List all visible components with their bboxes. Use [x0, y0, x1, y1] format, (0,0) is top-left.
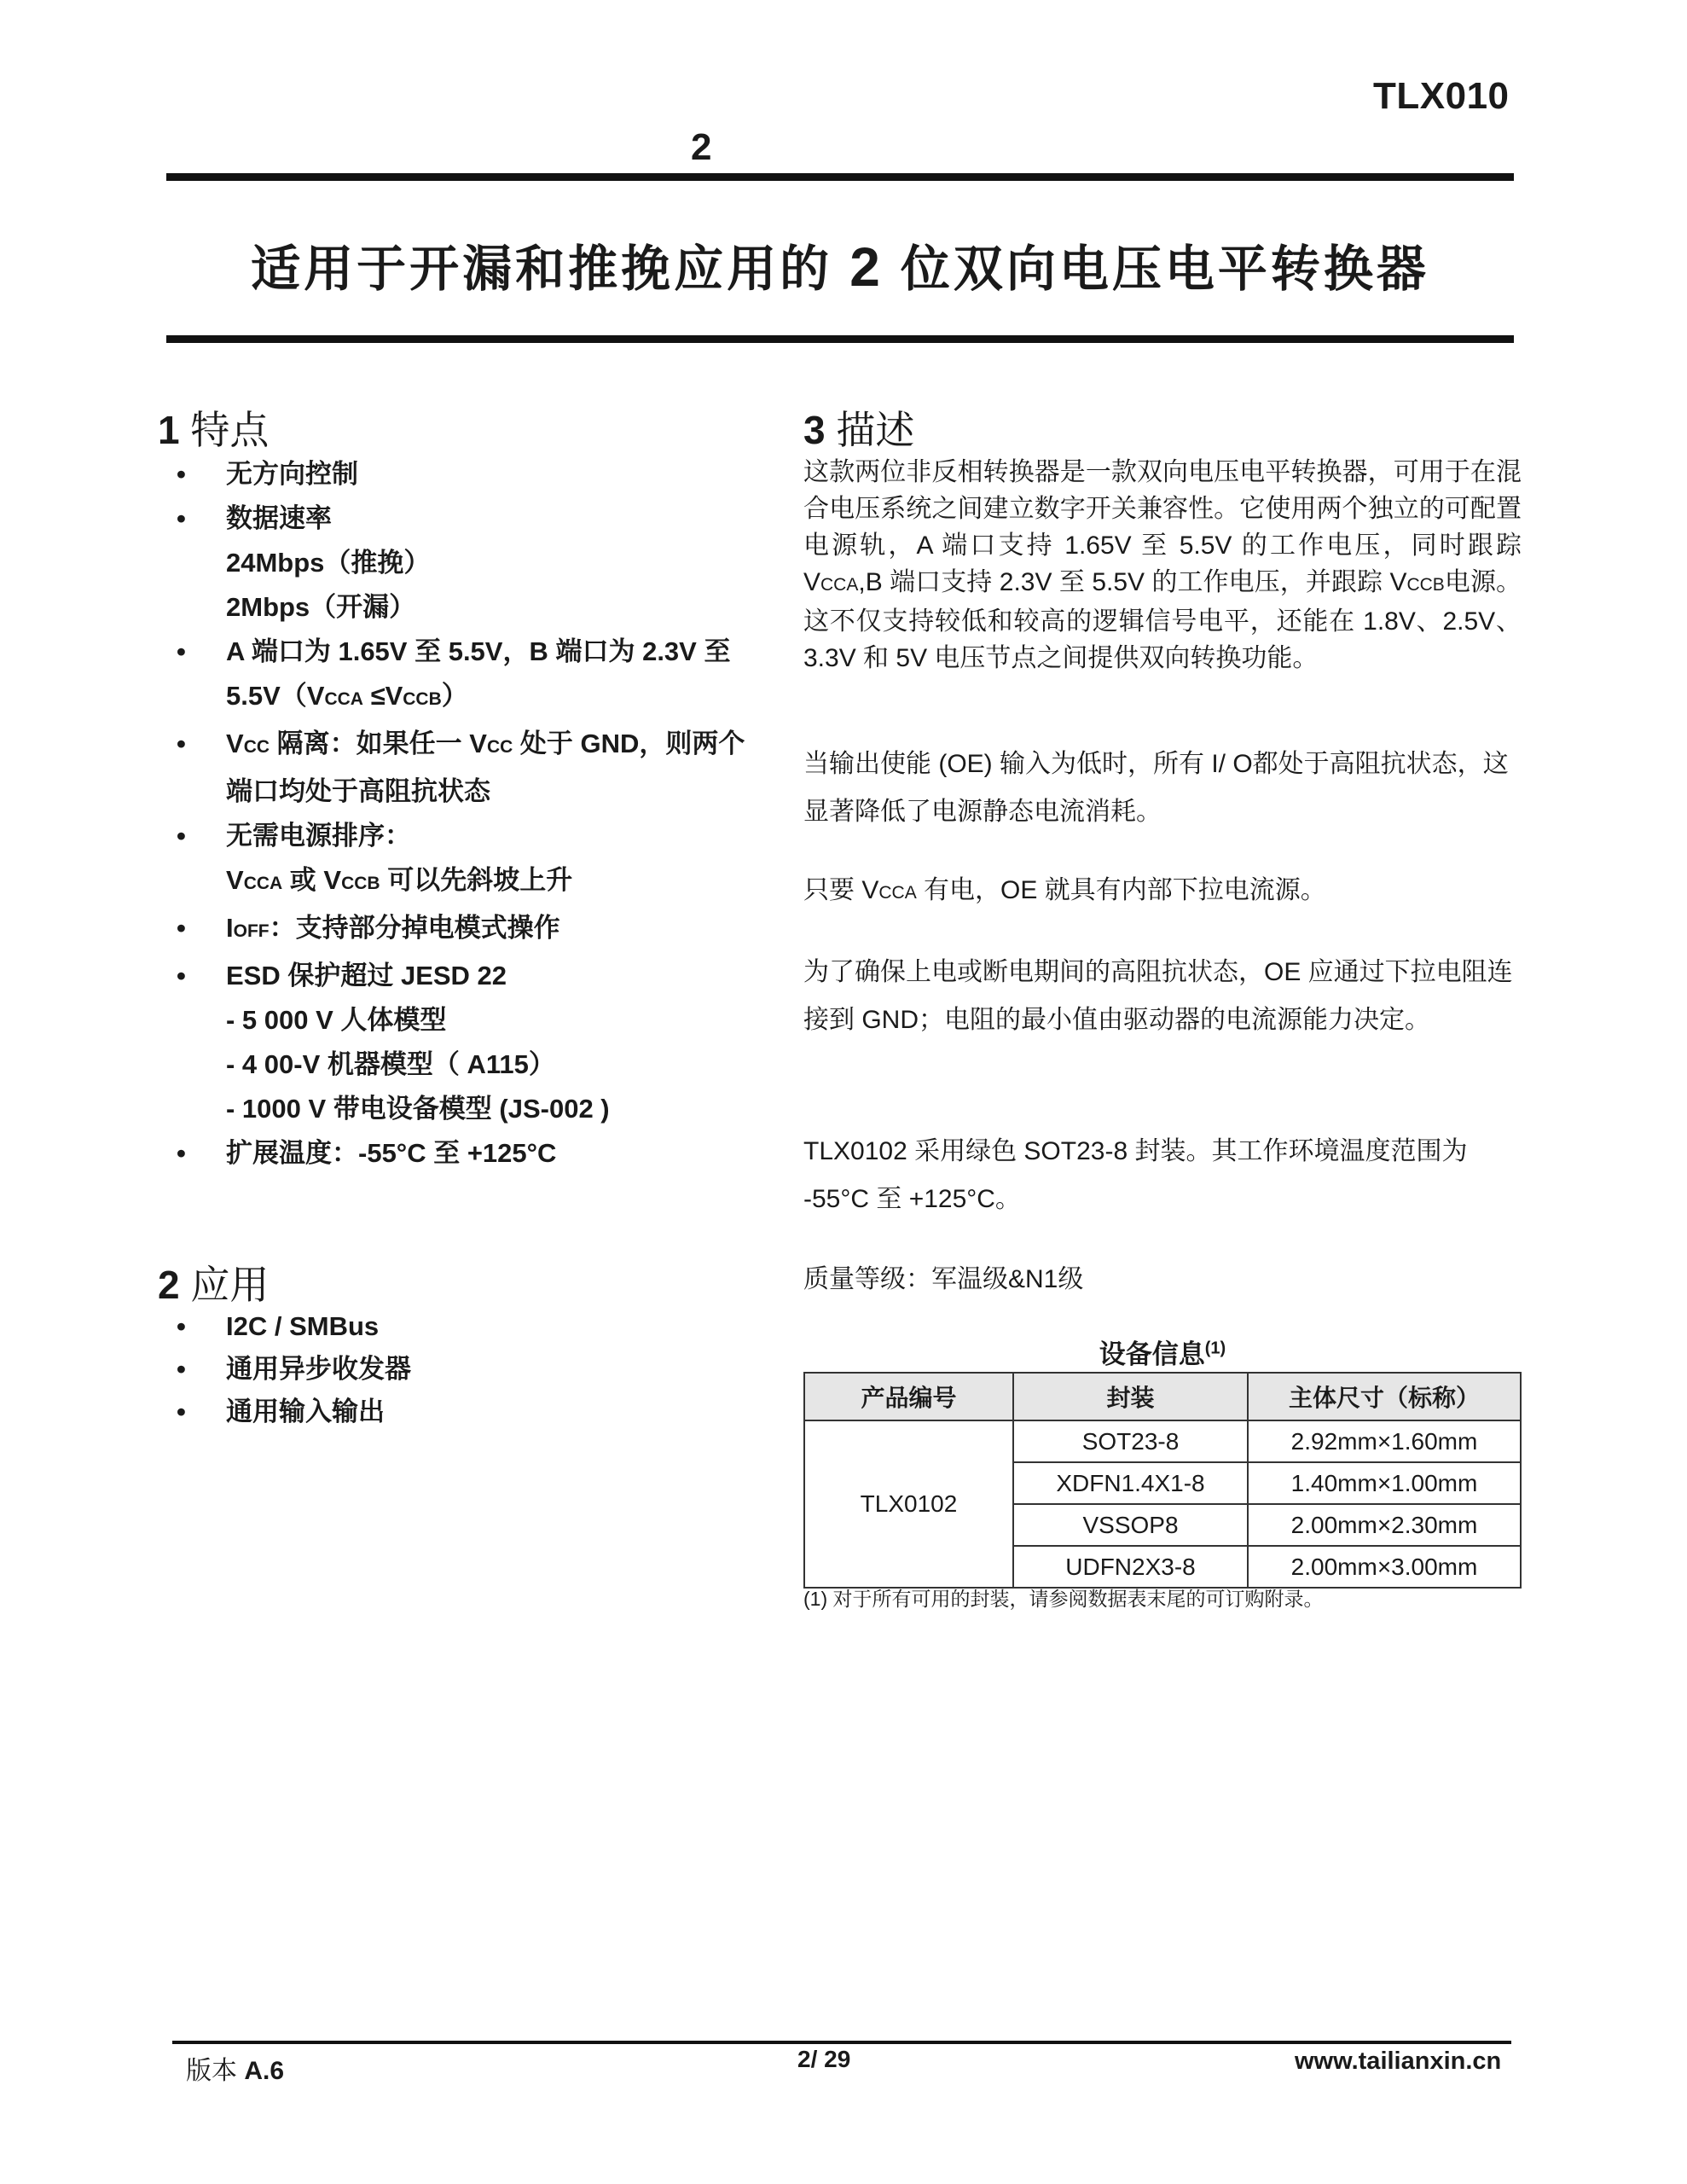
column-header: 主体尺寸（标称）: [1248, 1373, 1521, 1420]
list-item: • 无方向控制: [166, 452, 780, 497]
quality-grade: 质量等级：军温级&N1级: [803, 1265, 1084, 1293]
table-cell: 1.40mm×1.00mm: [1248, 1462, 1521, 1504]
list-item: • 扩展温度：-55°C 至 +125°C: [166, 1131, 780, 1176]
table-footnote: (1) 对于所有可用的封装，请参阅数据表末尾的可订购附录。: [803, 1588, 1324, 1610]
list-item: 端口均处于高阻抗状态: [226, 776, 490, 806]
list-item: • 通用异步收发器: [166, 1348, 780, 1391]
description-paragraph-1: 这款两位非反相转换器是一款双向电压电平转换器，可用于在混合电压系统之间建立数字开关兼容性。它使用两个独立的可配置电源轨，A 端口支持 1.65V 至 5.5V 的工作电压，同时跟踪 VCCA,B 端口支持 2.3V 至 5.5V 的工作电压，并跟踪 VCCB电源。这不仅支持较低和较高的逻辑信号电平，还能在 1.8V、2.5V、3.3V 和 5V 电压节点之间提供双向转换功能。: [803, 458, 1522, 672]
table-cell: VSSOP8: [1013, 1504, 1248, 1546]
table-cell: 2.92mm×1.60mm: [1248, 1420, 1521, 1462]
description-paragraph-5: TLX0102 采用绿色 SOT23-8 封装。其工作环境温度范围为 -55°C 至 +125°C。: [803, 1137, 1468, 1213]
list-item: • A 端口为 1.65V 至 5.5V，B 端口为 2.3V 至: [166, 630, 780, 674]
list-item: - 5 000 V 人体模型: [226, 1005, 447, 1035]
description-paragraph-2: 当输出使能 (OE) 输入为低时，所有 I/ O都处于高阻抗状态，这显著降低了电源静态电流消耗。: [803, 750, 1509, 826]
list-item: 2Mbps（开漏）: [226, 592, 416, 622]
applications-heading: 2 应用: [158, 1263, 270, 1307]
list-item: • 通用输入输出: [166, 1391, 780, 1433]
table-cell: 2.00mm×3.00mm: [1248, 1546, 1521, 1588]
list-item: • 无需电源排序：: [166, 814, 780, 858]
applications-list: [166, 1305, 780, 1433]
table-row: [804, 1420, 1521, 1462]
page-number: 2/ 29: [797, 2046, 851, 2072]
column-header: 封装: [1013, 1373, 1248, 1420]
section-number: 2: [691, 126, 712, 168]
list-item: - 1000 V 带电设备模型 (JS-002 ): [226, 1094, 610, 1124]
list-item: VCCA 或 VCCB 可以先斜坡上升: [226, 865, 573, 895]
part-number-cell: TLX0102: [804, 1420, 1013, 1588]
list-item: • VCC 隔离：如果任一 VCC 处于 GND，则两个: [166, 722, 780, 770]
description-paragraph-4: 为了确保上电或断电期间的高阻抗状态，OE 应通过下拉电阻连接到 GND；电阻的最小值由驱动器的电流源能力决定。: [803, 958, 1513, 1034]
features-heading: 1 特点: [158, 408, 270, 452]
description-paragraph-3: 只要 VCCA 有电，OE 就具有内部下拉电流源。: [803, 876, 1326, 904]
list-item: • IOFF：支持部分掉电模式操作: [166, 906, 780, 954]
list-item: • I2C / SMBus: [166, 1305, 780, 1348]
list-item: • ESD 保护超过 JESD 22: [166, 954, 780, 998]
footer-rule: [172, 2041, 1511, 2044]
list-item: 5.5V（VCCA ≤VCCB）: [226, 681, 468, 711]
list-item: • 数据速率: [166, 497, 780, 541]
table-cell: 2.00mm×2.30mm: [1248, 1504, 1521, 1546]
document-id: TLX010: [1373, 75, 1510, 117]
table-header-row: [804, 1373, 1521, 1420]
version-label: 版本 A.6: [186, 2057, 285, 2085]
page-title: 适用于开漏和推挽应用的 2 位双向电压电平转换器: [251, 236, 1429, 298]
device-info-table: [803, 1372, 1522, 1589]
top-rule: [166, 173, 1514, 181]
list-item: - 4 00-V 机器模型（ A115）: [226, 1049, 555, 1079]
table-cell: XDFN1.4X1-8: [1013, 1462, 1248, 1504]
table-cell: UDFN2X3-8: [1013, 1546, 1248, 1588]
table-cell: SOT23-8: [1013, 1420, 1248, 1462]
column-header: 产品编号: [804, 1373, 1013, 1420]
website-link[interactable]: www.tailianxin.cn: [1295, 2048, 1502, 2075]
features-list: [166, 452, 780, 1176]
device-table-caption: 设备信息$^{(1)}$: [1099, 1339, 1226, 1369]
title-rule: [166, 335, 1514, 343]
list-item: 24Mbps（推挽）: [226, 548, 431, 578]
description-heading: 3 描述: [803, 408, 915, 452]
